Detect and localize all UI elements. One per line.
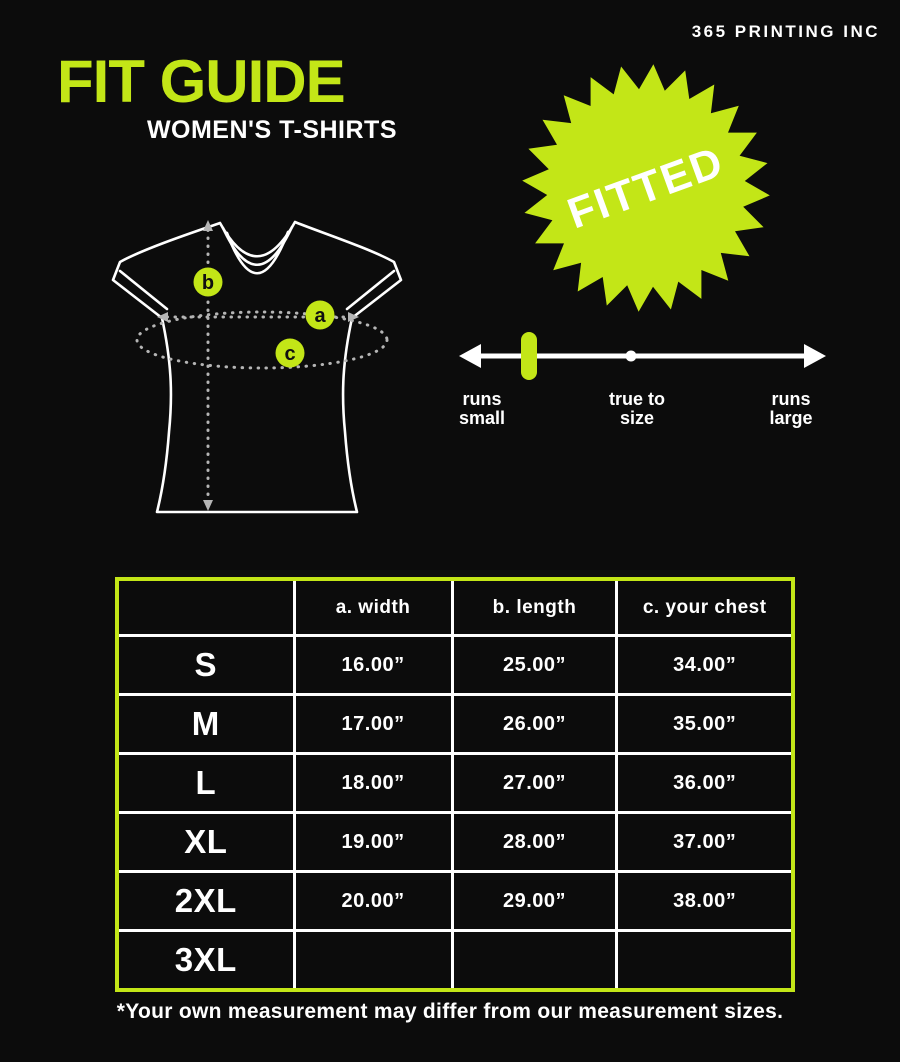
value-3xl-width [296, 932, 451, 988]
scale-center-dot [626, 351, 637, 362]
value-xl-length: 28.00” [454, 814, 616, 870]
value-l-length: 27.00” [454, 755, 616, 811]
value-2xl-chest: 38.00” [618, 873, 791, 929]
value-2xl-width: 20.00” [296, 873, 451, 929]
value-l-chest: 36.00” [618, 755, 791, 811]
starburst-icon [518, 60, 774, 316]
brand-name: 365 PRINTING INC [691, 22, 880, 41]
value-s-width: 16.00” [296, 637, 451, 693]
size-label-3xl: 3XL [119, 932, 293, 988]
page-subtitle: WOMEN'S T-SHIRTS [146, 116, 397, 144]
size-label-l: L [119, 755, 293, 811]
fit-scale-axis [455, 330, 830, 386]
size-label-xl: XL [119, 814, 293, 870]
value-3xl-length [454, 932, 616, 988]
scale-label-line: true to [609, 389, 665, 409]
col-header-width: a. width [296, 581, 451, 634]
marker-c-label: c [284, 343, 296, 365]
marker-a-label: a [314, 305, 326, 327]
size-label-m: M [119, 696, 293, 752]
value-s-chest: 34.00” [618, 637, 791, 693]
scale-label-line: size [619, 407, 655, 428]
scale-label-line: runs [771, 389, 811, 409]
scale-arrow-right-icon [804, 344, 826, 368]
scale-indicator-handle [521, 332, 537, 380]
fit-scale [455, 330, 830, 440]
length-arrow-bottom [203, 500, 213, 511]
col-header-length: b. length [454, 581, 616, 634]
col-header-blank [119, 581, 293, 634]
scale-label-line: small [458, 407, 506, 428]
value-m-chest: 35.00” [618, 696, 791, 752]
value-s-length: 25.00” [454, 637, 616, 693]
title-block [57, 48, 397, 145]
badge-label: FITTED [561, 137, 731, 239]
collar-line-2 [227, 232, 288, 273]
value-3xl-chest [618, 932, 791, 988]
measurement-disclaimer: *Your own measurement may differ from our measurement sizes. [116, 1000, 784, 1023]
value-m-length: 26.00” [454, 696, 616, 752]
page-title: FIT GUIDE [57, 48, 345, 115]
scale-labels [455, 390, 830, 436]
marker-b-label: b [201, 272, 215, 294]
shirt-measurement-diagram [105, 190, 415, 520]
scale-label-line: runs [462, 389, 502, 409]
col-header-chest: c. your chest [618, 581, 791, 634]
tshirt-icon [105, 190, 415, 520]
value-xl-width: 19.00” [296, 814, 451, 870]
value-xl-chest: 37.00” [618, 814, 791, 870]
size-table [115, 577, 795, 992]
fitted-badge [518, 60, 774, 316]
value-m-width: 17.00” [296, 696, 451, 752]
scale-label-runs-large [769, 390, 812, 428]
scale-label-runs-small [459, 390, 505, 428]
scale-label-true-to-size [609, 390, 665, 428]
value-2xl-length: 29.00” [454, 873, 616, 929]
value-l-width: 18.00” [296, 755, 451, 811]
scale-arrow-left-icon [459, 344, 481, 368]
size-label-s: S [119, 637, 293, 693]
size-label-2xl: 2XL [119, 873, 293, 929]
scale-label-line: large [769, 407, 813, 428]
